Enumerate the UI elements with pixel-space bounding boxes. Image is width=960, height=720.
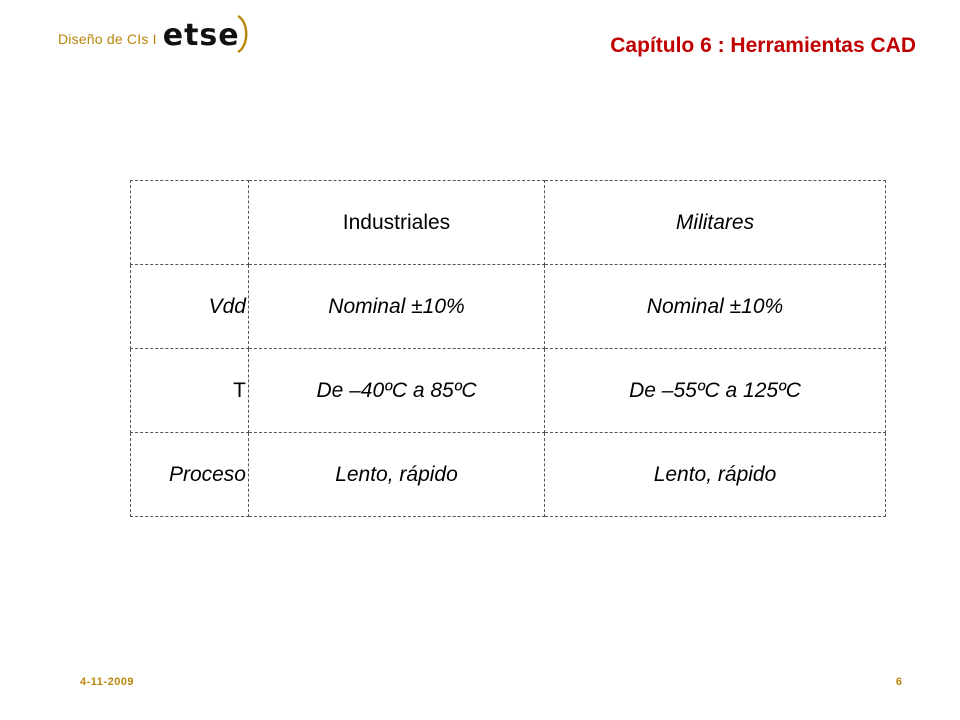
cell-industriales: Nominal ±10% — [249, 265, 545, 349]
brand-header — [58, 14, 250, 58]
cell-militares: Nominal ±10% — [545, 265, 886, 349]
header-cell-militares: Militares — [545, 181, 886, 265]
logo-wordmark: etse — [162, 18, 240, 53]
page-number: 6 — [895, 676, 902, 688]
cell-industriales: Lento, rápido — [249, 433, 545, 517]
logo-arc-icon — [236, 14, 250, 54]
table-row — [131, 349, 886, 433]
table-header-row — [131, 181, 886, 265]
specs-table — [130, 180, 886, 517]
table-row — [131, 265, 886, 349]
header-cell-empty — [131, 181, 249, 265]
table-row — [131, 433, 886, 517]
cell-industriales: De –40ºC a 85ºC — [249, 349, 545, 433]
etse-logo — [163, 18, 250, 54]
cell-militares: Lento, rápido — [545, 433, 886, 517]
row-label-t: T — [131, 349, 249, 433]
cell-militares: De –55ºC a 125ºC — [545, 349, 886, 433]
header-cell-industriales: Industriales — [249, 181, 545, 265]
course-name: Diseño de CIs I — [58, 31, 157, 47]
row-label-proceso: Proceso — [131, 433, 249, 517]
slide-title: Capítulo 6 : Herramientas CAD — [610, 34, 916, 57]
row-label-vdd: Vdd — [131, 265, 249, 349]
footer-date: 4-11-2009 — [80, 676, 135, 688]
